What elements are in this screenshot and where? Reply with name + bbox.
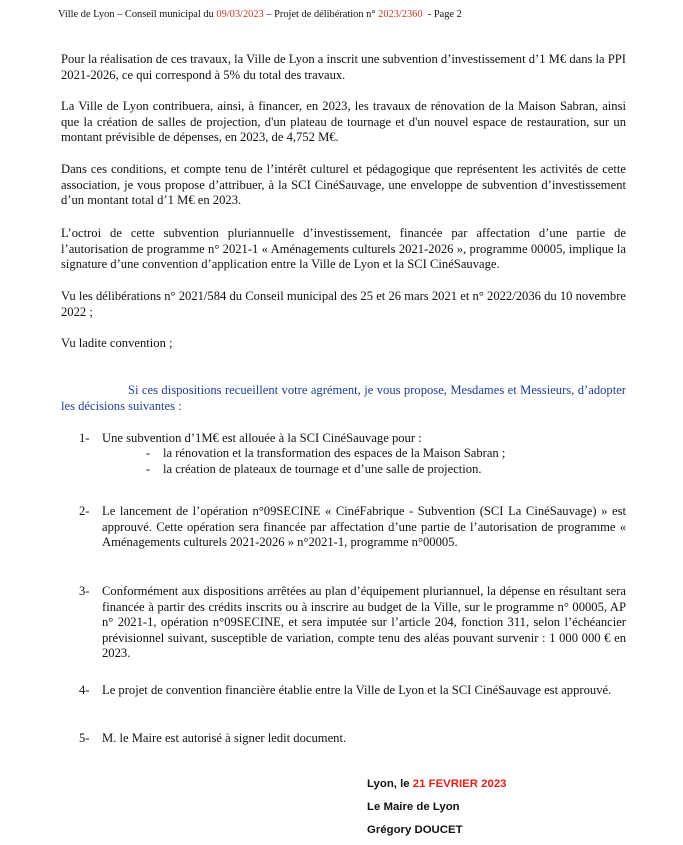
sub-item-text: la rénovation et la transformation des espaces de la Maison Sabran ;	[163, 446, 506, 460]
decision-number: 5-	[79, 731, 90, 745]
decision-text: Le projet de convention financière établie entre la Ville de Lyon et la SCI CinéSauvage est approuvé.	[102, 683, 612, 697]
paragraph-text: Pour la réalisation de ces travaux, la Ville de Lyon a inscrit une subvention d’investissement d’1 M€ dans la PPI 2021-2026, ce qui correspond à 5% du total des travaux.	[61, 52, 626, 82]
header-prefix: Ville de Lyon – Conseil municipal du	[58, 9, 217, 20]
paragraph-city-contribution	[61, 99, 626, 146]
paragraph-subsidy-grant	[61, 226, 626, 273]
decision-item-3	[79, 584, 626, 662]
signature-role: Le Maire de Lyon	[367, 801, 460, 813]
header-council-date: 09/03/2023	[216, 9, 264, 20]
decision-text: Conformément aux dispositions arrêtées au plan d’équipement pluriannuel, la dépense en résultant sera financée à partir des crédits inscrits ou à inscrire au budget de la Ville, sur le programme n° 00005, AP n° 2021-1, opération n°09SECINE, et sera imputée sur l’article 204, fonction 311, selon l’échéancier prévisionnel suivant, susceptible de variation, compte tenu des aléas pouvant survenir : 1 000 000 € en 2023.	[102, 584, 626, 661]
header-middle: – Projet de délibération n°	[263, 9, 379, 20]
signature-date: 21 FEVRIER 2023	[412, 778, 507, 790]
paragraph-text: La Ville de Lyon contribuera, ainsi, à financer, en 2023, les travaux de rénovation de la Maison Sabran, ainsi que la création de salles de projection, d'un plateau de tournage et d'un nouvel espace de restauration, sur un montant prévisible de dépenses, en 2023, de 4,752 M€.	[61, 99, 626, 145]
paragraph-proposal-context	[61, 162, 626, 209]
paragraph-text: Dans ces conditions, et compte tenu de l’intérêt culturel et pédagogique que représentent les activités de cette association, je vous propose d’attribuer, à la SCI CinéSauvage, une enveloppe de subvention d’investissement d’un montant total d’1 M€ en 2023.	[61, 162, 626, 208]
decision-number: 4-	[79, 683, 90, 697]
signature-place: Lyon, le	[367, 778, 413, 790]
decision-text: Une subvention d’1M€ est allouée à la SCI CinéSauvage pour :	[102, 431, 422, 445]
header-page-label: - Page 2	[422, 9, 462, 20]
proposal-text: Si ces dispositions recueillent votre agrément, je vous propose, Mesdames et Messieurs, d’adopter les décisions suivantes :	[61, 383, 626, 413]
paragraph-text: L’octroi de cette subvention pluriannuelle d’investissement, financée par affectation d’une partie de l’autorisation de programme n° 2021-1 « Aménagements culturels 2021-2026 », programme 00005, implique la signature d’une convention d’application entre la Ville de Lyon et la SCI CinéSauvage.	[61, 226, 626, 272]
dash-bullet: -	[146, 446, 151, 460]
header-deliberation-number: 2023/2360	[378, 9, 423, 20]
paragraph-text: Vu les délibérations n° 2021/584 du Conseil municipal des 25 et 26 mars 2021 et n° 2022/2036 du 10 novembre 2022 ;	[61, 289, 626, 319]
paragraph-text: Vu ladite convention ;	[61, 336, 173, 350]
decision-item-4	[79, 683, 626, 699]
decision-text: Le lancement de l’opération n°09SECINE « CinéFabrique - Subvention (SCI La CinéSauvage) » est approuvé. Cette opération sera financée par affectation d’une partie de l’autorisation de programme « Aménagements culturels 2021-2026 » n°2021-1, programme n°00005.	[102, 504, 626, 550]
decision-sub-item	[146, 446, 505, 462]
proposal-statement	[61, 383, 626, 414]
decision-item-1	[79, 431, 626, 447]
signature-place-date	[367, 778, 507, 790]
paragraph-deliberations	[61, 289, 626, 320]
decision-sub-item	[146, 462, 482, 478]
paragraph-ppi-subsidy	[61, 52, 626, 83]
decision-item-2	[79, 504, 626, 551]
paragraph-convention	[61, 336, 626, 352]
page-header	[58, 9, 462, 20]
decision-text: M. le Maire est autorisé à signer ledit document.	[102, 731, 347, 745]
signature-name: Grégory DOUCET	[367, 824, 463, 836]
decision-number: 2-	[79, 504, 90, 518]
dash-bullet: -	[146, 462, 151, 476]
decision-number: 1-	[79, 431, 90, 445]
decision-item-5	[79, 731, 626, 747]
sub-item-text: la création de plateaux de tournage et d’une salle de projection.	[163, 462, 482, 476]
decision-number: 3-	[79, 584, 90, 598]
